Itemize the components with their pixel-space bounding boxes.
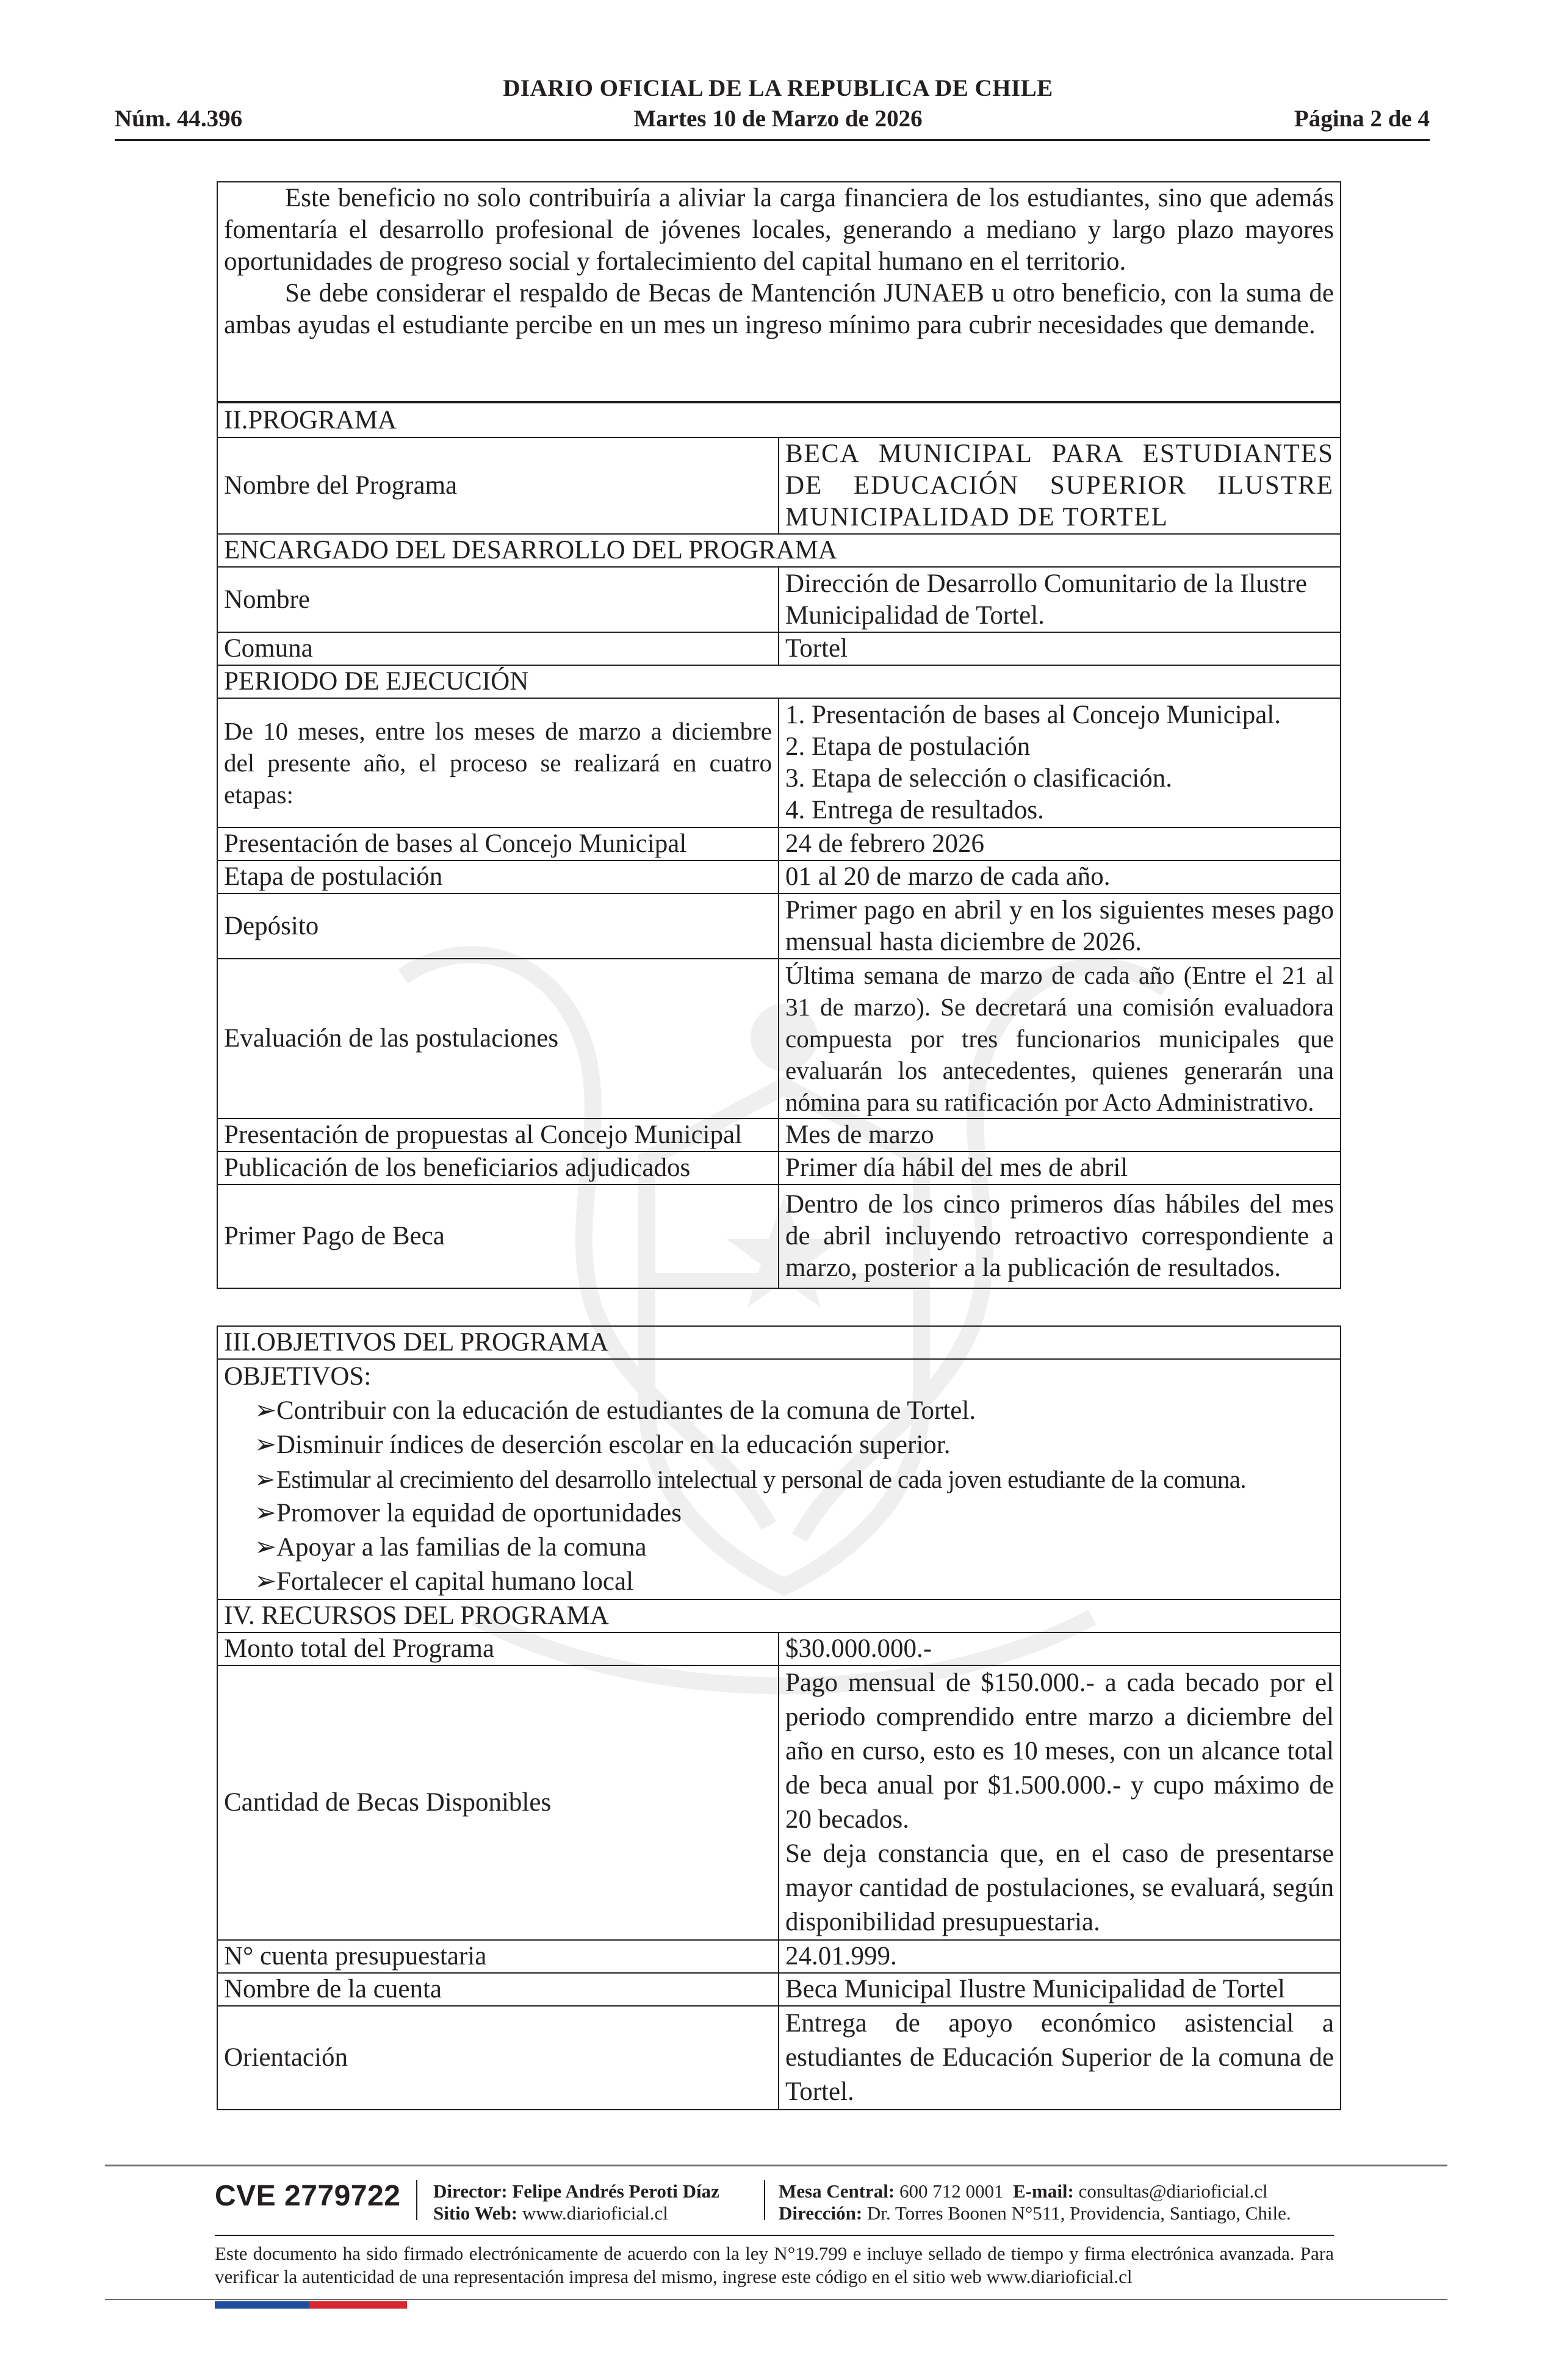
table-row [217, 1119, 1341, 1152]
footer-separator [416, 2180, 417, 2220]
legal-notice: Este documento ha sido firmado electrónicamente de acuerdo con la ley N°19.799 e incluye sellado de tiempo y firma electrónica avanzada. Para verificar la autenticidad de una representación impresa del mismo, ingrese este código en el sitio web www.diarioficial.cl [215, 2243, 1334, 2287]
field-value: Tortel [779, 632, 1341, 665]
table-row [217, 1152, 1341, 1185]
phone-label: Mesa Central: [779, 2180, 895, 2202]
list-item: ➢ Fortalecer el capital humano local [254, 1565, 1334, 1599]
field-label: Nombre del Programa [217, 438, 779, 534]
field-label: Etapa de postulación [217, 860, 779, 893]
table-row [217, 403, 1341, 438]
address-value: Dr. Torres Boonen N°511, Providencia, Santiago, Chile. [866, 2202, 1291, 2224]
field-label: Cantidad de Becas Disponibles [217, 1665, 779, 1940]
field-value: Beca Municipal Ilustre Municipalidad de Tortel [779, 1973, 1341, 2006]
page-indicator: Página 2 de 4 [1294, 106, 1430, 132]
table-row [217, 534, 1341, 567]
field-value: Entrega de apoyo económico asistencial a estudiantes de Educación Superior de la comuna de Tortel. [779, 2006, 1341, 2110]
table-row [217, 2006, 1341, 2110]
list-item: 2. Etapa de postulación [785, 732, 1031, 761]
section-heading-objetivos: III.OBJETIVOS DEL PROGRAMA [217, 1326, 1341, 1359]
table-row [217, 1665, 1341, 1940]
table-row [217, 860, 1341, 893]
list-item: 4. Entrega de resultados. [785, 796, 1044, 824]
flag-stripe-red [309, 2301, 407, 2309]
field-value [779, 1665, 1341, 1940]
field-value: Mes de marzo [779, 1119, 1341, 1152]
list-item: 3. Etapa de selección o clasificación. [785, 764, 1172, 793]
list-item: ➢ Disminuir índices de deserción escolar en la educación superior. [254, 1428, 1334, 1462]
field-label: Publicación de los beneficiarios adjudicados [217, 1152, 779, 1185]
director-label: Director: [433, 2180, 508, 2202]
table-row [217, 1940, 1341, 1973]
table-row [217, 567, 1341, 632]
section-heading-programa: II.PROGRAMA [217, 403, 1341, 438]
field-label: Nombre [217, 567, 779, 632]
subsection-heading-periodo: PERIODO DE EJECUCIÓN [217, 665, 1341, 698]
field-value: $30.000.000.- [779, 1632, 1341, 1665]
arrow-bullet-icon: ➢ [254, 1465, 275, 1493]
address-label: Dirección: [779, 2202, 863, 2224]
field-label: Primer Pago de Beca [217, 1185, 779, 1288]
subsection-heading-encargado: ENCARGADO DEL DESARROLLO DEL PROGRAMA [217, 534, 1341, 567]
director-name: Felipe Andrés Peroti Díaz [512, 2180, 719, 2202]
table-row [217, 959, 1341, 1119]
list-item: ➢ Promover la equidad de oportunidades [254, 1496, 1334, 1531]
section-heading-recursos: IV. RECURSOS DEL PROGRAMA [217, 1599, 1341, 1632]
objectives-subheading: OBJETIVOS: [224, 1362, 372, 1391]
arrow-bullet-icon: ➢ [254, 1396, 277, 1425]
table-row [217, 698, 1341, 828]
field-value: Última semana de marzo de cada año (Entre el 21 al 31 de marzo). Se decretará una comisión evaluadora compuesta por tres funcionarios municipales que evaluarán los antecedentes, quienes generarán una nómina para su ratificación por Acto Administrativo. [779, 959, 1341, 1119]
intro-text-box [217, 181, 1341, 402]
field-value: Primer día hábil del mes de abril [779, 1152, 1341, 1185]
objetivos-recursos-table [217, 1325, 1341, 2110]
field-label: Depósito [217, 893, 779, 959]
field-label: N° cuenta presupuestaria [217, 1940, 779, 1973]
table-row [217, 438, 1341, 534]
contact-block [779, 2180, 1291, 2224]
table-row [217, 1185, 1341, 1288]
table-row [217, 1599, 1341, 1632]
issue-date: Martes 10 de Marzo de 2026 [633, 106, 923, 132]
field-label: Monto total del Programa [217, 1632, 779, 1665]
table-row [217, 1973, 1341, 2006]
field-value: Dirección de Desarrollo Comunitario de la Ilustre Municipalidad de Tortel. [779, 567, 1341, 632]
issue-number: Núm. 44.396 [115, 106, 243, 132]
list-item: 1. Presentación de bases al Concejo Municipal. [785, 701, 1281, 729]
flag-stripe-blue [215, 2301, 309, 2309]
intro-paragraph-1: Este beneficio no solo contribuiría a aliviar la carga financiera de los estudiantes, sino que además fomentaría el desarrollo profesional de jóvenes locales, generando a mediano y largo plazo mayores oportunidades de progreso social y fortalecimiento del capital humano en el territorio. [224, 184, 1334, 276]
table-row [217, 1359, 1341, 1599]
table-row [217, 632, 1341, 665]
website-link[interactable]: www.diarioficial.cl [522, 2202, 668, 2224]
footer-rule [105, 2299, 1447, 2300]
field-label: Nombre de la cuenta [217, 1973, 779, 2006]
list-item: ➢ Contribuir con la educación de estudiantes de la comuna de Tortel. [254, 1394, 1334, 1428]
footer-separator [764, 2180, 765, 2220]
program-name-value: BECA MUNICIPAL PARA ESTUDIANTES DE EDUCACIÓN SUPERIOR ILUSTRE MUNICIPALIDAD DE TORTEL [779, 438, 1341, 534]
table-row [217, 1326, 1341, 1359]
publication-title: DIARIO OFICIAL DE LA REPUBLICA DE CHILE [503, 75, 1053, 101]
director-block [433, 2180, 719, 2224]
table-row [217, 893, 1341, 959]
field-value: Primer pago en abril y en los siguientes meses pago mensual hasta diciembre de 2026. [779, 893, 1341, 959]
field-value: Dentro de los cinco primeros días hábiles del mes de abril incluyendo retroactivo correspondiente a marzo, posterior a la publicación de resultados. [779, 1185, 1341, 1288]
objectives-cell [217, 1359, 1341, 1599]
cve-code: CVE 2779722 [215, 2180, 401, 2212]
intro-paragraph-2: Se debe considerar el respaldo de Becas de Mantención JUNAEB u otro beneficio, con la suma de ambas ayudas el estudiante percibe en un mes un ingreso mínimo para cubrir necesidades que demande. [224, 279, 1334, 339]
objectives-list [224, 1394, 1334, 1599]
footer-rule [215, 2235, 1334, 2236]
website-label: Sitio Web: [433, 2202, 518, 2224]
field-label: Orientación [217, 2006, 779, 2110]
becas-paragraph-2: Se deja constancia que, en el caso de presentarse mayor cantidad de postulaciones, se evaluará, según disponibilidad presupuestaria. [785, 1839, 1334, 1936]
list-item: ➢ Apoyar a las familias de la comuna [254, 1531, 1334, 1565]
becas-paragraph-1: Pago mensual de $150.000.- a cada becado por el periodo comprendido entre marzo a diciembre del año en curso, esto es 10 meses, con un alcance total de beca anual por $1.500.000.- y cupo máximo de 20 becados. [785, 1668, 1334, 1834]
field-value: 24 de febrero 2026 [779, 828, 1341, 860]
table-row [217, 1632, 1341, 1665]
field-label: Evaluación de las postulaciones [217, 959, 779, 1119]
arrow-bullet-icon: ➢ [254, 1499, 277, 1527]
email-label: E-mail: [1013, 2180, 1074, 2202]
arrow-bullet-icon: ➢ [254, 1533, 277, 1562]
stages-list [779, 698, 1341, 828]
field-value: 01 al 20 de marzo de cada año. [779, 860, 1341, 893]
table-row [217, 665, 1341, 698]
email-link[interactable]: consultas@diarioficial.cl [1078, 2180, 1268, 2202]
arrow-bullet-icon: ➢ [254, 1430, 277, 1459]
field-label: Presentación de propuestas al Concejo Municipal [217, 1119, 779, 1152]
programa-table [217, 402, 1341, 1289]
field-label: De 10 meses, entre los meses de marzo a diciembre del presente año, el proceso se realizará en cuatro etapas: [217, 698, 779, 828]
field-label: Comuna [217, 632, 779, 665]
field-value: 24.01.999. [779, 1940, 1341, 1973]
arrow-bullet-icon: ➢ [254, 1567, 277, 1596]
footer-rule [105, 2165, 1447, 2166]
list-item: ➢ Estimular al crecimiento del desarrollo intelectual y personal de cada joven estudiante de la comuna. [254, 1462, 1334, 1496]
table-row [217, 828, 1341, 860]
field-label: Presentación de bases al Concejo Municipal [217, 828, 779, 860]
phone-number: 600 712 0001 [899, 2180, 1004, 2202]
header-rule [115, 139, 1430, 141]
